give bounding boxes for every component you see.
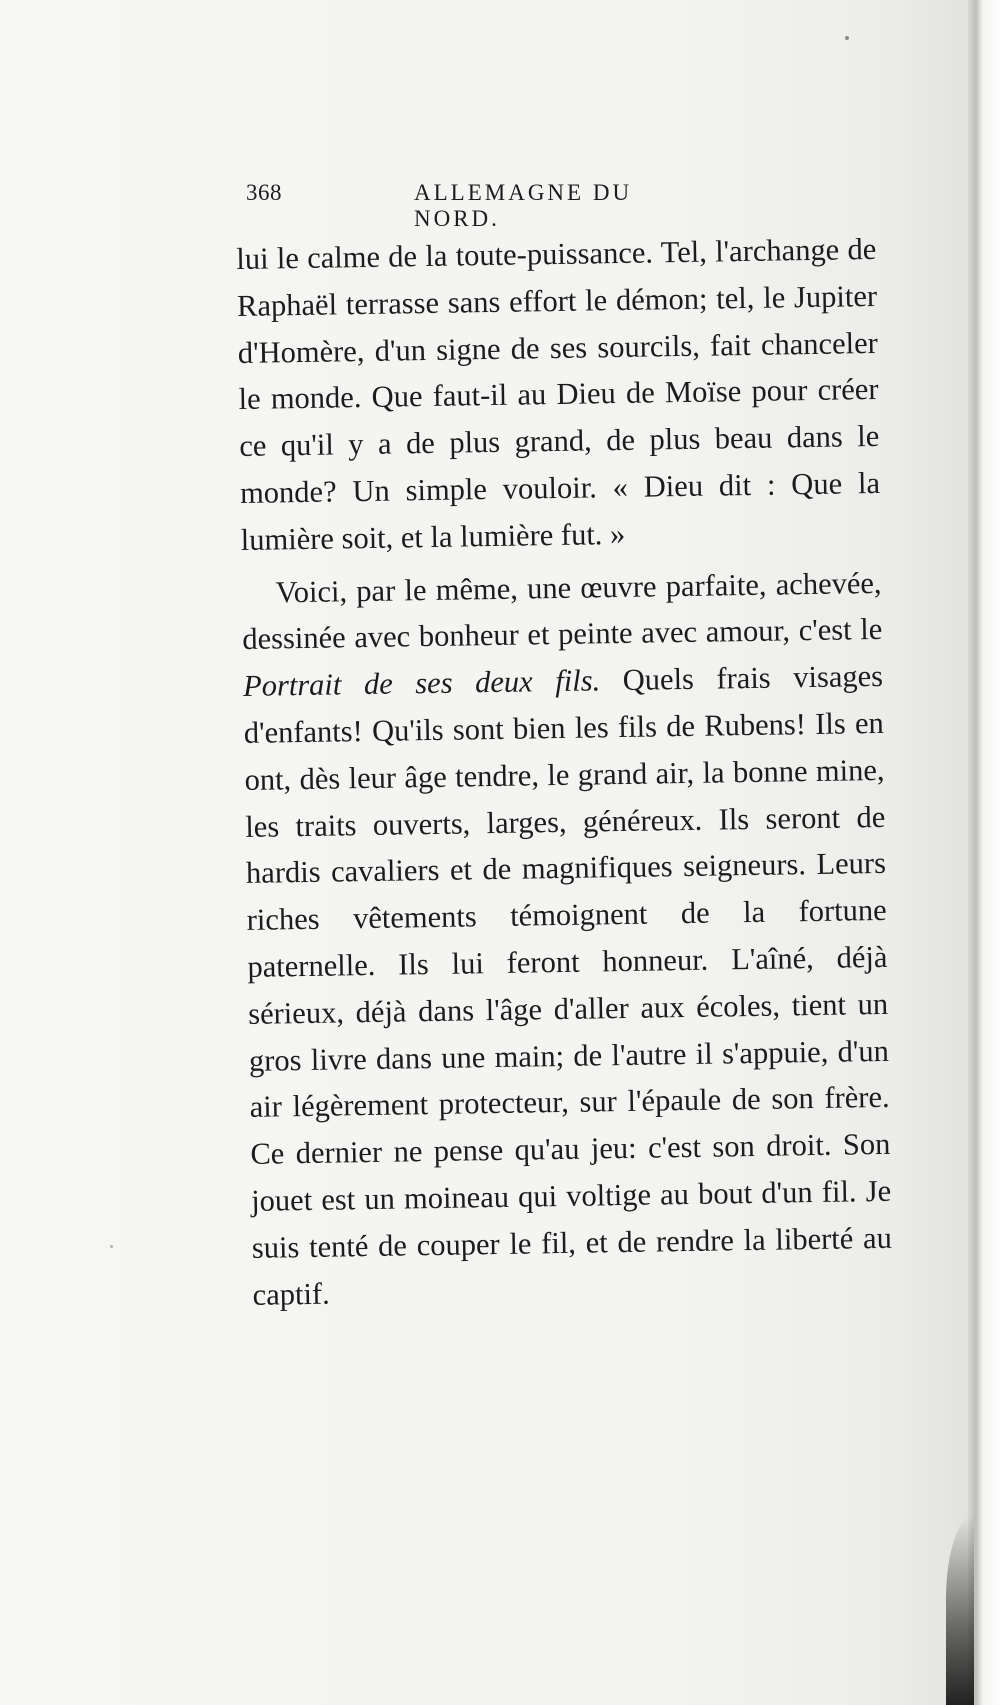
body-text	[236, 226, 893, 1318]
painting-title: Portrait de ses deux fils.	[242, 663, 601, 704]
paper-speck	[845, 36, 849, 40]
page-number: 368	[246, 180, 282, 205]
running-title: ALLEMAGNE DU NORD.	[414, 180, 633, 231]
paragraph-2-start: Voici, par le même, une œuvre parfaite, achevée, dessinée avec bonheur et peinte avec amour, c'est le	[242, 565, 883, 657]
paper-speck	[110, 1245, 113, 1248]
paragraph-1: lui le calme de la toute-puissance. Tel, l'archange de Raphaël terrasse sans effort le démon; tel, le Jupiter d'Homère, d'un signe de ses sourcils, fait chanceler le monde. Que faut-il au Dieu de Moïse pour créer ce qu'il y a de plus grand, de plus beau dans le monde? Un simple vouloir. « Dieu dit : Que la lumière soit, et la lumière fut. »	[236, 231, 881, 557]
page-edge	[968, 0, 1000, 1705]
running-head	[246, 180, 726, 231]
paragraph-2-rest: Quels frais visages d'enfants! Qu'ils sont bien les fils de Rubens! Ils en ont, dès leur âge tendre, le grand air, la bonne mine, les traits ouverts, larges, généreux. Ils seront de hardis cavaliers et de magnifiques seigneurs. Leurs riches vêtements témoignent de la fortune paternelle. Ils lui feront honneur. L'aîné, déjà sérieux, déjà dans l'âge d'aller aux écoles, tient un gros livre dans une main; de l'autre il s'appuie, d'un air légèrement protecteur, sur l'épaule de son frère. Ce dernier ne pense qu'au jeu: c'est son droit. Son jouet est un moineau qui voltige au bout d'un fil. Je suis tenté de couper le fil, et de rendre la liberté au captif.	[243, 659, 893, 1312]
paragraph-2	[241, 559, 893, 1318]
